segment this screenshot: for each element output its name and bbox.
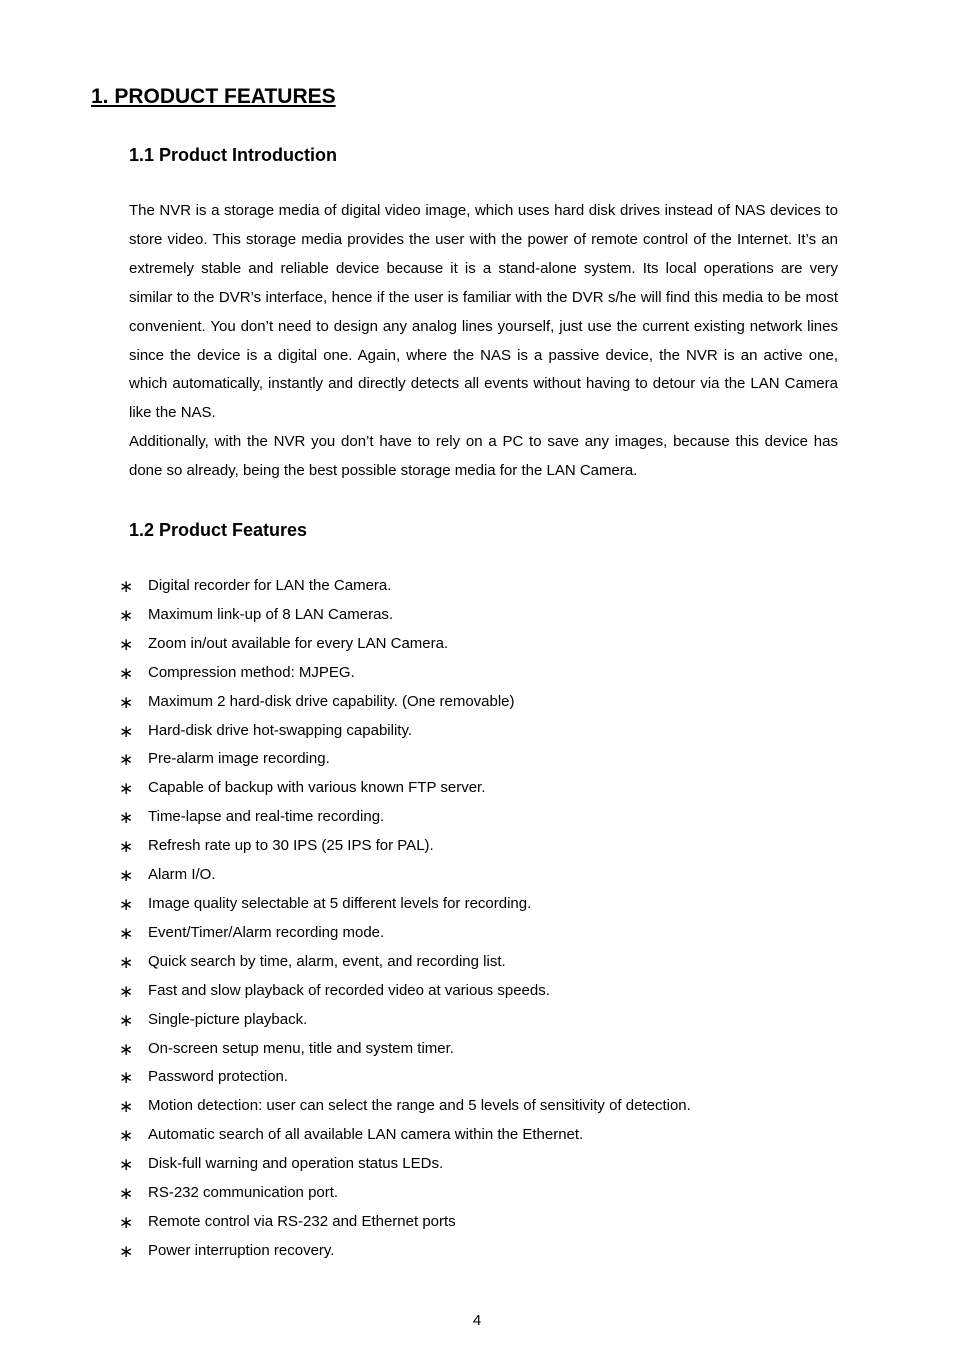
list-item [119, 803, 859, 832]
feature-list [119, 572, 859, 1266]
list-item [119, 1179, 859, 1208]
feature-text: Event/Timer/Alarm recording mode. [148, 923, 385, 941]
asterisk-bullet-icon: ∗ [119, 981, 134, 1002]
list-item [119, 630, 859, 659]
asterisk-bullet-icon: ∗ [119, 1097, 134, 1118]
asterisk-bullet-icon: ∗ [119, 634, 134, 655]
list-item [119, 1006, 859, 1035]
list-item [119, 1208, 859, 1237]
asterisk-bullet-icon: ∗ [119, 605, 134, 626]
feature-text: Power interruption recovery. [148, 1241, 335, 1259]
list-item [119, 832, 859, 861]
feature-text: Zoom in/out available for every LAN Camera. [148, 634, 449, 652]
asterisk-bullet-icon: ∗ [119, 1068, 134, 1089]
list-item [119, 688, 859, 717]
asterisk-bullet-icon: ∗ [119, 779, 134, 800]
list-item [119, 1121, 859, 1150]
feature-text: Disk-full warning and operation status LEDs. [148, 1155, 444, 1173]
asterisk-bullet-icon: ∗ [119, 808, 134, 829]
list-item [119, 1150, 859, 1179]
asterisk-bullet-icon: ∗ [119, 952, 134, 973]
list-item [119, 890, 859, 919]
list-item [119, 572, 859, 601]
asterisk-bullet-icon: ∗ [119, 577, 134, 597]
list-item [119, 745, 859, 774]
asterisk-bullet-icon: ∗ [119, 1126, 134, 1147]
asterisk-bullet-icon: ∗ [119, 1241, 134, 1262]
asterisk-bullet-icon: ∗ [119, 1212, 134, 1233]
feature-text: Automatic search of all available LAN camera within the Ethernet. [148, 1126, 584, 1144]
feature-text: Capable of backup with various known FTP server. [148, 779, 486, 797]
asterisk-bullet-icon: ∗ [119, 1155, 134, 1176]
list-item [119, 774, 859, 803]
list-item [119, 1035, 859, 1064]
list-item [119, 717, 859, 746]
asterisk-bullet-icon: ∗ [119, 721, 134, 742]
list-item [119, 861, 859, 890]
asterisk-bullet-icon: ∗ [119, 894, 134, 915]
introduction-paragraph: The NVR is a storage media of digital video image, which uses hard disk drives instead of NAS devices to store video. This storage media provides the user with the power of remote control of the Internet. It’s an extremely stable and reliable device because it is a stand-alone system. Its local operations are very similar to the DVR’s interface, hence if the user is familiar with the DVR s/he will find this media to be most convenient. You don’t need to design any analog lines yourself, just use the current existing network lines since the device is a digital one. Again, where the NAS is a passive device, the NVR is an active one, which automatically, instantly and directly detects all events without having to detour via the LAN Camera like the NAS. [129, 202, 838, 422]
asterisk-bullet-icon: ∗ [119, 663, 134, 684]
feature-text: RS-232 communication port. [148, 1184, 339, 1202]
section-heading-features: 1.2 Product Features [129, 520, 308, 540]
list-item [119, 601, 859, 630]
feature-text: On-screen setup menu, title and system timer. [148, 1039, 454, 1057]
list-item [119, 977, 859, 1006]
introduction-paragraph: Additionally, with the NVR you don’t have to rely on a PC to save any images, because this device has done so already, being the best possible storage media for the LAN Camera. [129, 433, 838, 480]
asterisk-bullet-icon: ∗ [119, 1010, 134, 1031]
feature-text: Refresh rate up to 30 IPS (25 IPS for PAL). [148, 837, 434, 855]
asterisk-bullet-icon: ∗ [119, 1184, 134, 1205]
asterisk-bullet-icon: ∗ [119, 692, 134, 713]
feature-text: Password protection. [148, 1068, 289, 1086]
feature-text: Single-picture playback. [148, 1010, 308, 1028]
feature-text: Hard-disk drive hot-swapping capability. [148, 721, 413, 739]
feature-text: Compression method: MJPEG. [148, 663, 355, 681]
asterisk-bullet-icon: ∗ [119, 866, 134, 887]
feature-text: Time-lapse and real-time recording. [148, 808, 385, 826]
list-item [119, 919, 859, 948]
asterisk-bullet-icon: ∗ [119, 923, 134, 944]
list-item [119, 1092, 859, 1121]
asterisk-bullet-icon: ∗ [119, 837, 134, 858]
list-item [119, 1063, 859, 1092]
feature-text: Remote control via RS-232 and Ethernet ports [148, 1212, 456, 1230]
asterisk-bullet-icon: ∗ [119, 1039, 134, 1060]
list-item [119, 1237, 859, 1266]
page-number: 4 [472, 1312, 482, 1329]
asterisk-bullet-icon: ∗ [119, 750, 134, 771]
feature-text: Digital recorder for LAN the Camera. [148, 577, 392, 594]
feature-text: Pre-alarm image recording. [148, 750, 330, 768]
feature-text: Quick search by time, alarm, event, and recording list. [148, 952, 506, 970]
feature-text: Alarm I/O. [148, 866, 216, 884]
list-item [119, 659, 859, 688]
feature-text: Image quality selectable at 5 different levels for recording. [148, 894, 532, 912]
feature-text: Motion detection: user can select the range and 5 levels of sensitivity of detection. [148, 1097, 691, 1115]
list-item [119, 948, 859, 977]
chapter-title: 1. PRODUCT FEATURES [91, 85, 336, 108]
section-heading-introduction: 1.1 Product Introduction [129, 145, 338, 165]
feature-text: Fast and slow playback of recorded video at various speeds. [148, 981, 550, 999]
feature-text: Maximum link-up of 8 LAN Cameras. [148, 605, 394, 623]
feature-text: Maximum 2 hard-disk drive capability. (One removable) [148, 692, 515, 710]
introduction-body [129, 197, 838, 486]
